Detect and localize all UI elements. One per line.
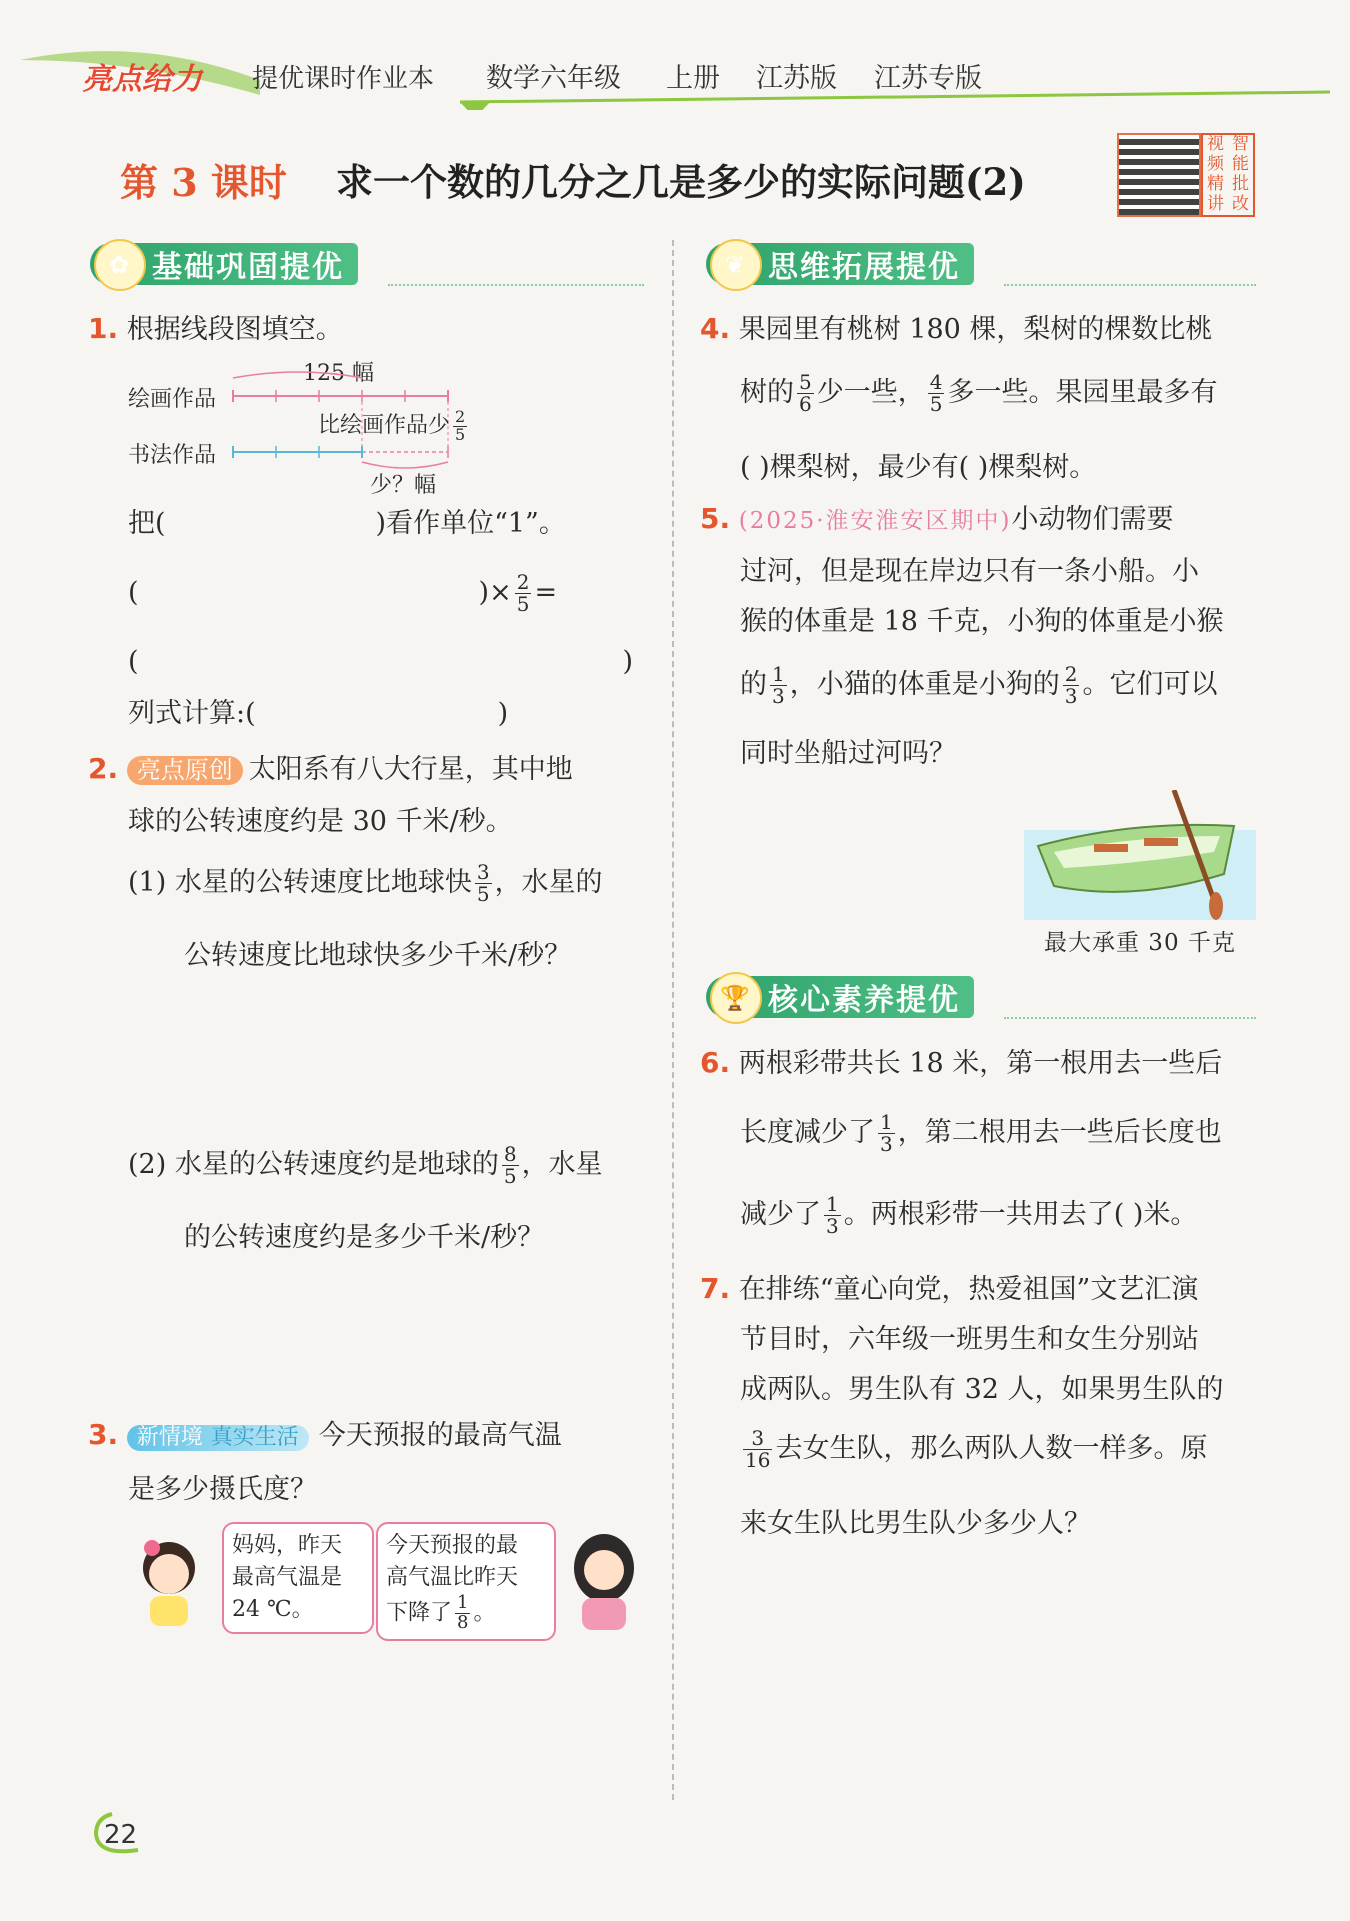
flower-icon: ✿ bbox=[94, 239, 146, 291]
page-header bbox=[20, 40, 1330, 110]
q7-line1: 7. 在排练“童心向党，热爱祖国”文艺汇演 bbox=[700, 1272, 1199, 1305]
lesson-number: 第 3 课时 bbox=[120, 160, 287, 205]
q1-stem: 1. 根据线段图填空。 bbox=[88, 312, 343, 345]
series-name: 提优课时作业本 bbox=[252, 64, 435, 94]
q2-part2-answer-area[interactable] bbox=[128, 1270, 648, 1400]
q2-part1-answer-area[interactable] bbox=[128, 990, 648, 1120]
q2-stem-line1: 2. 亮点原创 太阳系有八大行星，其中地 bbox=[88, 752, 573, 785]
mother-speech-bubble: 今天预报的最 高气温比昨天 下降了 $\frac{1}{8}$ 。 bbox=[376, 1522, 556, 1641]
q5-line2: 过河，但是现在岸边只有一条小船。小 bbox=[740, 556, 1199, 587]
q1-blank-3[interactable]: ( ) bbox=[128, 646, 634, 677]
qr-side-label: 视 智 频 能 精 批 讲 改 bbox=[1201, 133, 1255, 217]
q6-line2: 长度减少了 $\frac{1}{3}$ ，第二根用去一些后长度也 bbox=[740, 1110, 1222, 1156]
q1-blank-2[interactable]: ( )× $\frac{2}{5}$ = bbox=[128, 570, 558, 616]
q7-line2: 节目时，六年级一班男生和女生分别站 bbox=[740, 1324, 1199, 1355]
sprout-icon: ❦ bbox=[710, 239, 762, 291]
q5-source: (2025·淮安淮安区期中) bbox=[738, 508, 1012, 534]
q2-part2-line2: 的公转速度约是多少千米/秒？ bbox=[184, 1222, 545, 1253]
q7-answer-area[interactable] bbox=[740, 1560, 1260, 1780]
section-basic-line bbox=[388, 284, 644, 286]
grade: 数学六年级 bbox=[486, 63, 621, 94]
edition-2: 江苏专版 bbox=[874, 63, 982, 94]
q1-blank-4[interactable]: 列式计算:( ) bbox=[128, 698, 509, 729]
q5-line3: 猴的体重是 18 千克，小狗的体重是小猴 bbox=[740, 606, 1224, 637]
q5-line5: 同时坐船过河吗？ bbox=[740, 738, 956, 769]
q7-line3: 成两队。男生队有 32 人，如果男生队的 bbox=[740, 1374, 1224, 1405]
q4-blanks[interactable]: ( )棵梨树，最少有( )棵梨树。 bbox=[740, 452, 1097, 483]
section-thinking-banner: ❦ 思维拓展提优 bbox=[706, 243, 974, 285]
volume: 上册 bbox=[666, 63, 720, 94]
qr-code[interactable] bbox=[1117, 133, 1201, 217]
q2-part1: (1) 水星的公转速度比地球快 $\frac{3}{5}$ ，水星的 bbox=[128, 860, 603, 906]
q3-stem-line1: 3. 新情境 真实生活 今天预报的最高气温 bbox=[88, 1418, 562, 1451]
q4-line2: 树的 $\frac{5}{6}$ 少一些， $\frac{4}{5}$ 多一些。果园里最多有 bbox=[740, 370, 1218, 416]
section-thinking-line bbox=[1004, 284, 1256, 286]
q3-stem-line2: 是多少摄氏度？ bbox=[128, 1474, 317, 1505]
q5-line1: 5. (2025·淮安淮安区期中)小动物们需要 bbox=[700, 502, 1174, 535]
q1-line-diagram: 绘画作品 125 幅 比绘画作品少 $\frac{2}{5}$ 书法作品 少？幅 bbox=[128, 356, 488, 496]
q7-line5: 来女生队比男生队少多少人？ bbox=[740, 1508, 1091, 1539]
q5-line4: 的 $\frac{1}{3}$ ，小猫的体重是小狗的 $\frac{2}{3}$ 。它们可以 bbox=[740, 662, 1218, 708]
column-divider bbox=[672, 240, 674, 1800]
q6-line1: 6. 两根彩带共长 18 米，第一根用去一些后 bbox=[700, 1046, 1223, 1079]
q2-part1-line2: 公转速度比地球快多少千米/秒？ bbox=[184, 940, 572, 971]
lesson-title: 求一个数的几分之几是多少的实际问题(2) bbox=[336, 160, 1026, 204]
q7-line4: $\frac{3}{16}$ 去女生队，那么两队人数一样多。原 bbox=[745, 1426, 1208, 1472]
q2-part2: (2) 水星的公转速度约是地球的 $\frac{8}{5}$ ，水星 bbox=[128, 1142, 603, 1188]
q1-blank-1[interactable]: 把( )看作单位“1”。 bbox=[128, 508, 566, 539]
section-core-banner: 🏆 核心素养提优 bbox=[706, 976, 974, 1018]
section-core-line bbox=[1004, 1017, 1256, 1019]
girl-illustration bbox=[132, 1528, 206, 1628]
section-basic-banner: ✿ 基础巩固提优 bbox=[90, 243, 358, 285]
q2-stem-line2: 球的公转速度约是 30 千米/秒。 bbox=[128, 806, 513, 837]
boat-caption: 最大承重 30 千克 bbox=[1044, 930, 1236, 956]
edition-1: 江苏版 bbox=[756, 63, 837, 94]
girl-speech-bubble: 妈妈，昨天 最高气温是 24 ℃。 bbox=[222, 1522, 374, 1634]
new-context-tag: 新情境 真实生活 bbox=[127, 1425, 309, 1451]
trophy-icon: 🏆 bbox=[710, 972, 762, 1024]
brand-logo: 亮点给力 bbox=[82, 62, 202, 97]
boat-illustration bbox=[1024, 790, 1256, 920]
original-tag: 亮点原创 bbox=[127, 756, 243, 785]
mother-illustration bbox=[566, 1526, 642, 1630]
q4-line1: 4. 果园里有桃树 180 棵，梨树的棵数比桃 bbox=[700, 312, 1213, 345]
q6-line3[interactable]: 减少了 $\frac{1}{3}$ 。两根彩带一共用去了( )米。 bbox=[740, 1192, 1198, 1238]
page-number: 22 bbox=[104, 1820, 138, 1850]
